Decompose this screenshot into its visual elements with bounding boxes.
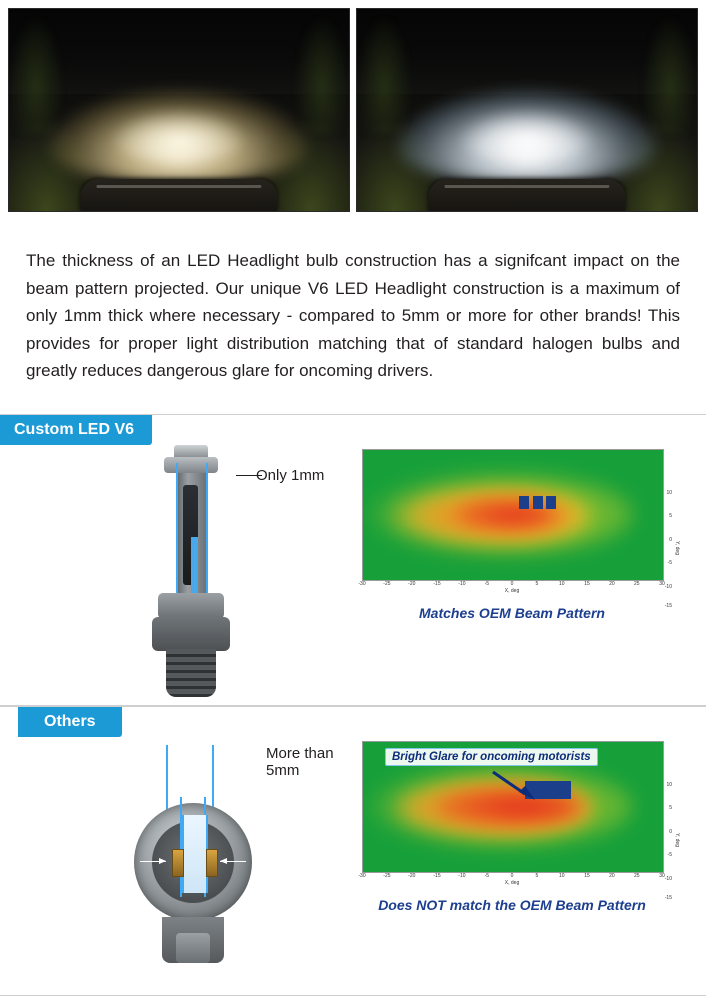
y-tick: 10: [666, 782, 672, 789]
x-tick: 5: [535, 872, 539, 879]
x-tick: -10: [458, 872, 466, 879]
other-bulb-graphic: [128, 745, 258, 975]
width-arrow-right-icon: [220, 861, 246, 862]
section-custom-led-v6: [0, 414, 706, 706]
x-tick: -5: [484, 580, 490, 587]
heatmap-x-axis: [358, 872, 665, 889]
thickness-guide-left: [166, 745, 168, 815]
heatmap-x-axis: [358, 580, 665, 597]
glare-annotation: Bright Glare for oncoming motorists: [385, 748, 598, 766]
x-tick: -5: [484, 872, 490, 879]
other-bulb-illustration: [0, 707, 340, 995]
roadside-foliage-left-icon: [357, 17, 411, 134]
car-hood: [428, 179, 625, 211]
x-tick: 15: [584, 580, 590, 587]
x-tick: 30: [659, 872, 665, 879]
x-tick: -30: [358, 872, 366, 879]
section-tag-others: Others: [18, 707, 122, 737]
beam-hotspot: [459, 110, 595, 163]
y-tick: -5: [667, 560, 672, 567]
y-tick: 0: [669, 828, 672, 835]
bulb-base: [152, 617, 230, 651]
heatsink-fins: [166, 649, 216, 697]
x-tick: -20: [408, 580, 416, 587]
led-beam-photo: [356, 8, 698, 212]
roadside-foliage-right-icon: [643, 17, 697, 134]
y-tick: -10: [664, 583, 672, 590]
x-axis-label: X, deg: [504, 879, 520, 886]
x-tick: 10: [559, 872, 565, 879]
v6-bulb-illustration: [0, 415, 340, 705]
heatmap-plot: [362, 449, 664, 581]
y-tick: -15: [664, 895, 672, 902]
y-tick: -5: [667, 852, 672, 859]
heatmap-y-axis: [662, 775, 680, 905]
y-tick: -15: [664, 603, 672, 610]
bulb-collar: [158, 593, 224, 619]
x-tick: -30: [358, 580, 366, 587]
beam-comparison-photos: [0, 0, 706, 212]
halogen-style-beam-photo: [8, 8, 350, 212]
roadside-foliage-left-icon: [9, 17, 63, 134]
bulb-core: [182, 815, 208, 893]
width-arrow-left-icon: [140, 861, 166, 862]
x-tick: 5: [535, 580, 539, 587]
y-tick: 0: [669, 536, 672, 543]
callout-thickness-v6: Only 1mm: [256, 466, 325, 484]
x-tick: -15: [433, 872, 441, 879]
x-tick: -20: [408, 872, 416, 879]
glare-arrow-icon: [491, 770, 537, 800]
y-tick: -10: [664, 875, 672, 882]
led-chip-left: [172, 849, 184, 877]
description-paragraph: The thickness of an LED Headlight bulb construction has a signifcant impact on the beam pattern projected. Our unique V6 LED Headlight construction is a maximum of only 1mm thick where necessary - compared to 5mm or more for other brands! This provides for proper light distribution matching that of standard halogen bulbs and greatly reduces dangerous glare for oncoming drivers.: [26, 251, 680, 381]
x-tick: -25: [383, 872, 391, 879]
car-hood: [80, 179, 277, 211]
y-tick: 5: [669, 513, 672, 520]
bulb-cap: [174, 445, 208, 457]
x-axis-label: X, deg: [504, 587, 520, 594]
x-tick: 0: [510, 872, 514, 879]
x-tick: 10: [559, 580, 565, 587]
x-tick: 15: [584, 872, 590, 879]
y-tick: 10: [666, 490, 672, 497]
y-axis-label: Y, deg: [674, 832, 681, 847]
x-tick: 0: [510, 580, 514, 587]
x-tick: -10: [458, 580, 466, 587]
thickness-guide-right: [206, 463, 208, 595]
y-tick: 5: [669, 805, 672, 812]
x-tick: 30: [659, 580, 665, 587]
x-tick: 25: [634, 580, 640, 587]
heatmap-y-axis: [662, 483, 680, 613]
v6-bulb-graphic: [146, 445, 236, 697]
section-tag-custom-led-v6: Custom LED V6: [0, 415, 152, 445]
bulb-base: [162, 917, 224, 963]
y-axis-label: Y, deg: [674, 540, 681, 555]
v6-beam-pattern-chart: [352, 449, 682, 621]
others-beam-caption: Does NOT match the OEM Beam Pattern: [378, 896, 646, 913]
x-tick: 20: [609, 872, 615, 879]
x-tick: -15: [433, 580, 441, 587]
heatmap-plot: [362, 741, 664, 873]
hotspot-cell: [519, 496, 529, 509]
section-others: [0, 706, 706, 996]
thickness-guide-left: [176, 463, 178, 595]
v6-beam-caption: Matches OEM Beam Pattern: [419, 604, 605, 621]
hotspot-cell: [546, 496, 556, 509]
beam-hotspot: [111, 110, 247, 163]
x-tick: 20: [609, 580, 615, 587]
others-beam-pattern-chart: [352, 741, 682, 913]
x-tick: -25: [383, 580, 391, 587]
x-tick: 25: [634, 872, 640, 879]
bulb-neck: [164, 457, 218, 473]
thickness-guide-right: [212, 745, 214, 815]
hotspot-cell: [533, 496, 543, 509]
roadside-foliage-right-icon: [295, 17, 349, 134]
led-chip-right: [206, 849, 218, 877]
callout-thickness-others: More than 5mm: [266, 744, 334, 779]
